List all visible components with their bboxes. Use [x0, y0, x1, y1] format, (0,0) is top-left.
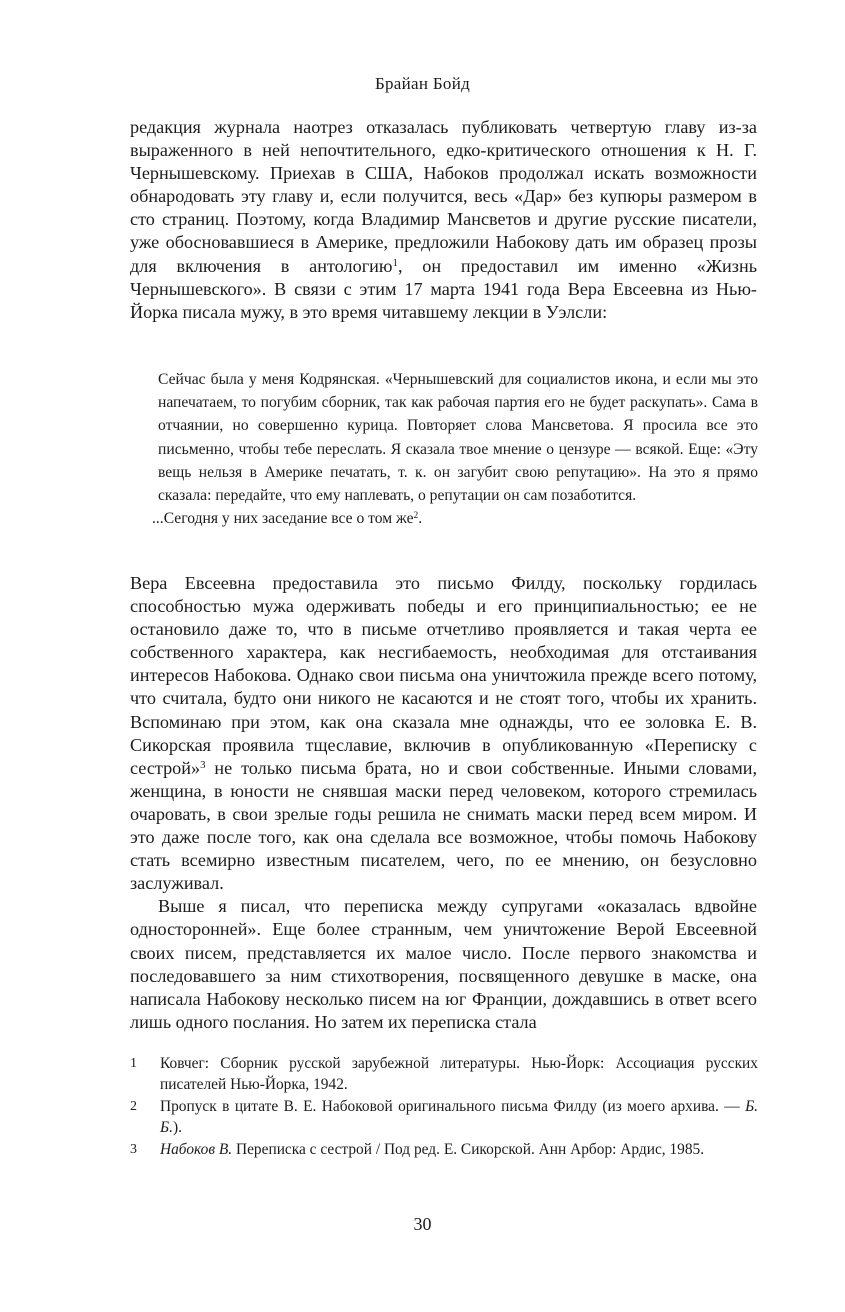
footnote-2-number: 2	[130, 1099, 137, 1115]
paragraph-1-text-a: редакция журнала наотрез отказалась публиковать четвертую главу из-за выраженного в ней непочтительного, едко-критического отношения к Н. Г. Чернышевскому. Приехав в США, Набоков продолжал искать возможности обнародовать эту главу и, если получится, весь «Дар» без купюры размером в сто страниц. Поэтому, когда Владимир Мансветов и другие русские писатели, уже обосновавшиеся в Америке, предложили Набокову дать им образец прозы для включения в антологию	[130, 117, 757, 276]
paragraph-1-text-b: , он предоставил им именно «Жизнь Чернышевского». В связи с этим 17 марта 1941 года Вера Евсеевна из Нью-Йорка писала мужу, в это время читавшему лекции в Уэлсли:	[130, 255, 757, 322]
footnotes	[130, 1054, 758, 1163]
block-quote-text: Сейчас была у меня Кодрянская. «Чернышевский для социалистов икона, и если мы это напечатаем, то погубим сборник, так как рабочая партия его не будет раскупать». Сама в отчаянии, но совершенно курица. Повторяет слова Мансветова. Я просила все это письменно, чтобы тебе переслать. Я сказала твое мнение о цензуре — всякой. Еще: «Эту вещь нельзя в Америке печатать, т. к. он загубит свою репутацию». На это я прямо сказала: передайте, что ему наплевать, о репутации он сам позаботится.	[158, 371, 758, 505]
footnote-ref-3[interactable]: 3	[200, 758, 206, 771]
footnote-ref-2[interactable]: 2	[413, 511, 419, 522]
footnote-2-text-a: Пропуск в цитате В. Е. Набоковой оригинального письма Филду (из моего архива. —	[160, 1098, 746, 1116]
paragraph-1	[130, 116, 757, 324]
paragraph-2-text-b: не только письма брата, но и свои собственные. Иными словами, женщина, в юности не снявшая маски перед человеком, которого стремилась очаровать, в свои зрелые годы решила не снимать маски перед всем миром. И это даже после того, как она сделала все возможное, чтобы помочь Набокову стать всемирно известным писателем, чего, по ее мнению, он безусловно заслуживал.	[130, 757, 757, 894]
page-number: 30	[413, 1214, 432, 1234]
footnote-3-text: Переписка с сестрой / Под ред. Е. Сикорской. Анн Арбор: Ардис, 1985.	[232, 1141, 705, 1159]
footnote-2-author: Б. Б.	[160, 1098, 758, 1136]
paragraph-3: Выше я писал, что переписка между супругами «оказалась вдвойне односторонней». Еще более странным, чем уничтожение Верой Евсеевной своих писем, представляется их малое число. После первого знакомства и последовавшего за ним стихотворения, посвященного девушке в маске, она написала Набокову несколько писем на юг Франции, дождавшись в ответ всего лишь одного послания. Но затем их переписка стала	[130, 896, 757, 1032]
running-header: Брайан Бойд	[374, 74, 471, 93]
footnote-3-author: Набоков В.	[160, 1141, 233, 1159]
footnote-2-text-b: ).	[172, 1118, 182, 1136]
block-quote-last-end: .	[418, 510, 423, 528]
block-quote-last-text: ...Сегодня у них заседание все о том же	[152, 510, 414, 528]
footnote-2	[130, 1097, 758, 1138]
footnote-1-number: 1	[130, 1056, 137, 1071]
paragraph-2-text-a: Вера Евсеевна предоставила это письмо Филду, поскольку гордилась способностью мужа одерживать победы и его принципиальностью; ее не остановило даже то, что в письме отчетливо проявляется и такая черта ее собственного характера, как несгибаемость, необходимая для отстаивания интересов Набокова. Однако свои письма она уничтожила прежде всего потому, что считала, будто они никого не касаются и не стоят того, чтобы их хранить. Вспоминаю при этом, как она сказала мне однажды, что ее золовка Е. В. Сикорская проявила тщеславие, включив в опубликованную «Переписку с сестрой»	[130, 573, 757, 778]
paragraph-2	[130, 572, 757, 895]
footnote-3-number: 3	[130, 1142, 137, 1158]
main-text	[130, 572, 757, 1034]
block-quote	[152, 368, 758, 530]
footnote-3	[130, 1140, 758, 1161]
footnote-1	[130, 1054, 758, 1095]
footnote-ref-1[interactable]: 1	[392, 256, 398, 269]
block-quote-last-line	[152, 507, 758, 530]
footnote-1-text: Ковчег: Сборник русской зарубежной литературы. Нью-Йорк: Ассоциация русских писателей Нью-Йорка, 1942.	[160, 1055, 758, 1093]
